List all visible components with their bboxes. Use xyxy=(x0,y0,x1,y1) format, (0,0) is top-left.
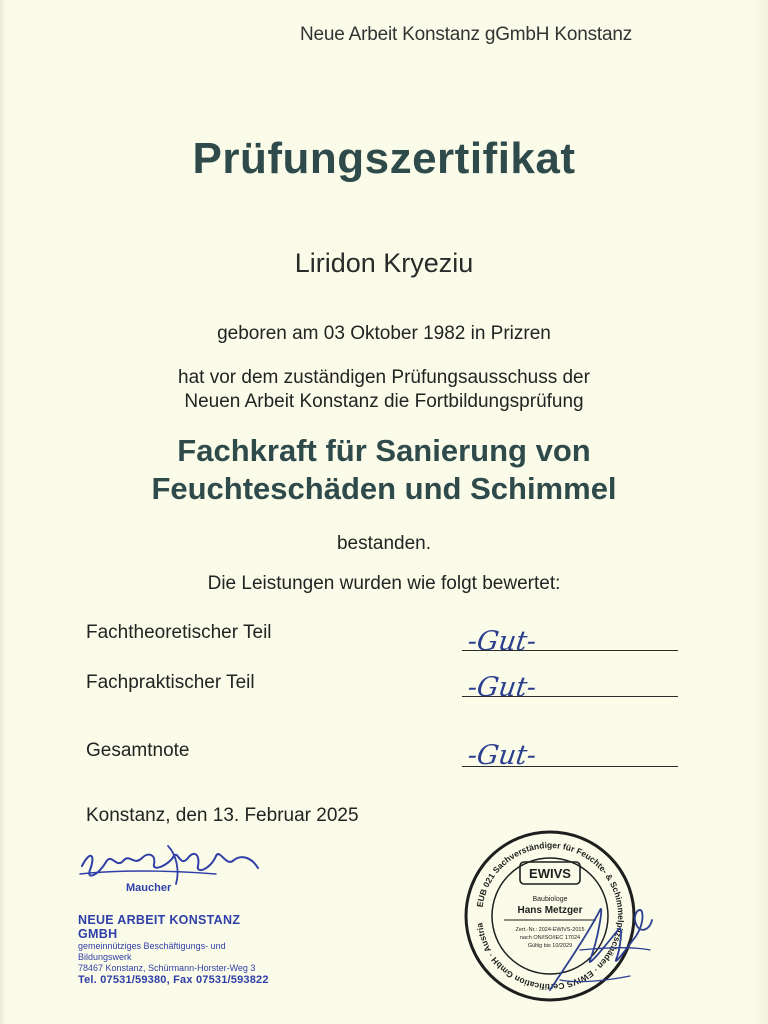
passed-text: bestanden. xyxy=(336,533,432,554)
stamp-org-name: NEUE ARBEIT KONSTANZ GMBH xyxy=(78,913,241,941)
grade-value-practice: -Gut- xyxy=(465,672,539,703)
grade-line-practice xyxy=(462,696,678,697)
place-and-date: Konstanz, den 13. Februar 2025 xyxy=(86,805,359,826)
grade-value-overall: -Gut- xyxy=(465,740,539,771)
stamp-org-address: 78467 Konstanz, Schürmann-Horster-Weg 3 xyxy=(78,963,256,973)
grade-line-overall xyxy=(462,766,678,767)
seal-logo-text: EWIVS xyxy=(529,866,571,881)
birth-info: geboren am 03 Oktober 1982 in Prizren xyxy=(217,323,551,344)
seal-holder-name: Hans Metzger xyxy=(517,905,583,916)
grade-value-theory: -Gut- xyxy=(465,626,539,657)
grade-label-practice: Fachpraktischer Teil xyxy=(86,672,255,693)
seal-reg-1: Zert.-Nr.: 2024-EWIVS-2015 xyxy=(515,927,585,933)
exam-intro xyxy=(0,366,768,414)
exam-intro-line-2: Neuen Arbeit Konstanz die Fortbildungsprüfung xyxy=(184,391,584,412)
right-signature-graphic xyxy=(540,880,660,1000)
grade-label-overall: Gesamtnote xyxy=(86,740,190,761)
grade-label-theory: Fachtheoretischer Teil xyxy=(86,622,272,643)
recipient-name: Liridon Kryeziu xyxy=(294,248,474,278)
seal-ring-text: EUB 021 Sachverständiger für Feuchte- & Schimmelpilzschäden · EWIVS Certification GmbH · Austria xyxy=(474,839,627,993)
seal-reg-2: nach ON/ISO/IEC 17024 xyxy=(519,935,581,941)
organization-header: Neue Arbeit Konstanz gGmbH Konstanz xyxy=(300,24,633,45)
stamp-org-phone: Tel. 07531/59380, Fax 07531/593822 xyxy=(78,974,269,986)
rating-intro: Die Leistungen wurden wie folgt bewertet: xyxy=(207,573,561,594)
stamp-org-subtitle: gemeinnütziges Beschäftigungs- und Bildungswerk xyxy=(78,941,226,962)
qualification-line-1: Fachkraft für Sanierung von xyxy=(177,433,591,468)
seal-reg-3: Gültig bis 10/2029 xyxy=(527,943,573,949)
qualification-line-2: Feuchteschäden und Schimmel xyxy=(151,471,617,506)
seal-role: Baubiologe xyxy=(532,896,568,903)
signer-name: Maucher xyxy=(126,882,172,894)
organization-stamp xyxy=(78,913,278,986)
qualification-title xyxy=(0,432,768,508)
exam-intro-line-1: hat vor dem zuständigen Prüfungsausschuss der xyxy=(178,367,590,388)
grade-line-theory xyxy=(462,650,678,651)
certificate-title: Prüfungszertifikat xyxy=(192,134,576,183)
